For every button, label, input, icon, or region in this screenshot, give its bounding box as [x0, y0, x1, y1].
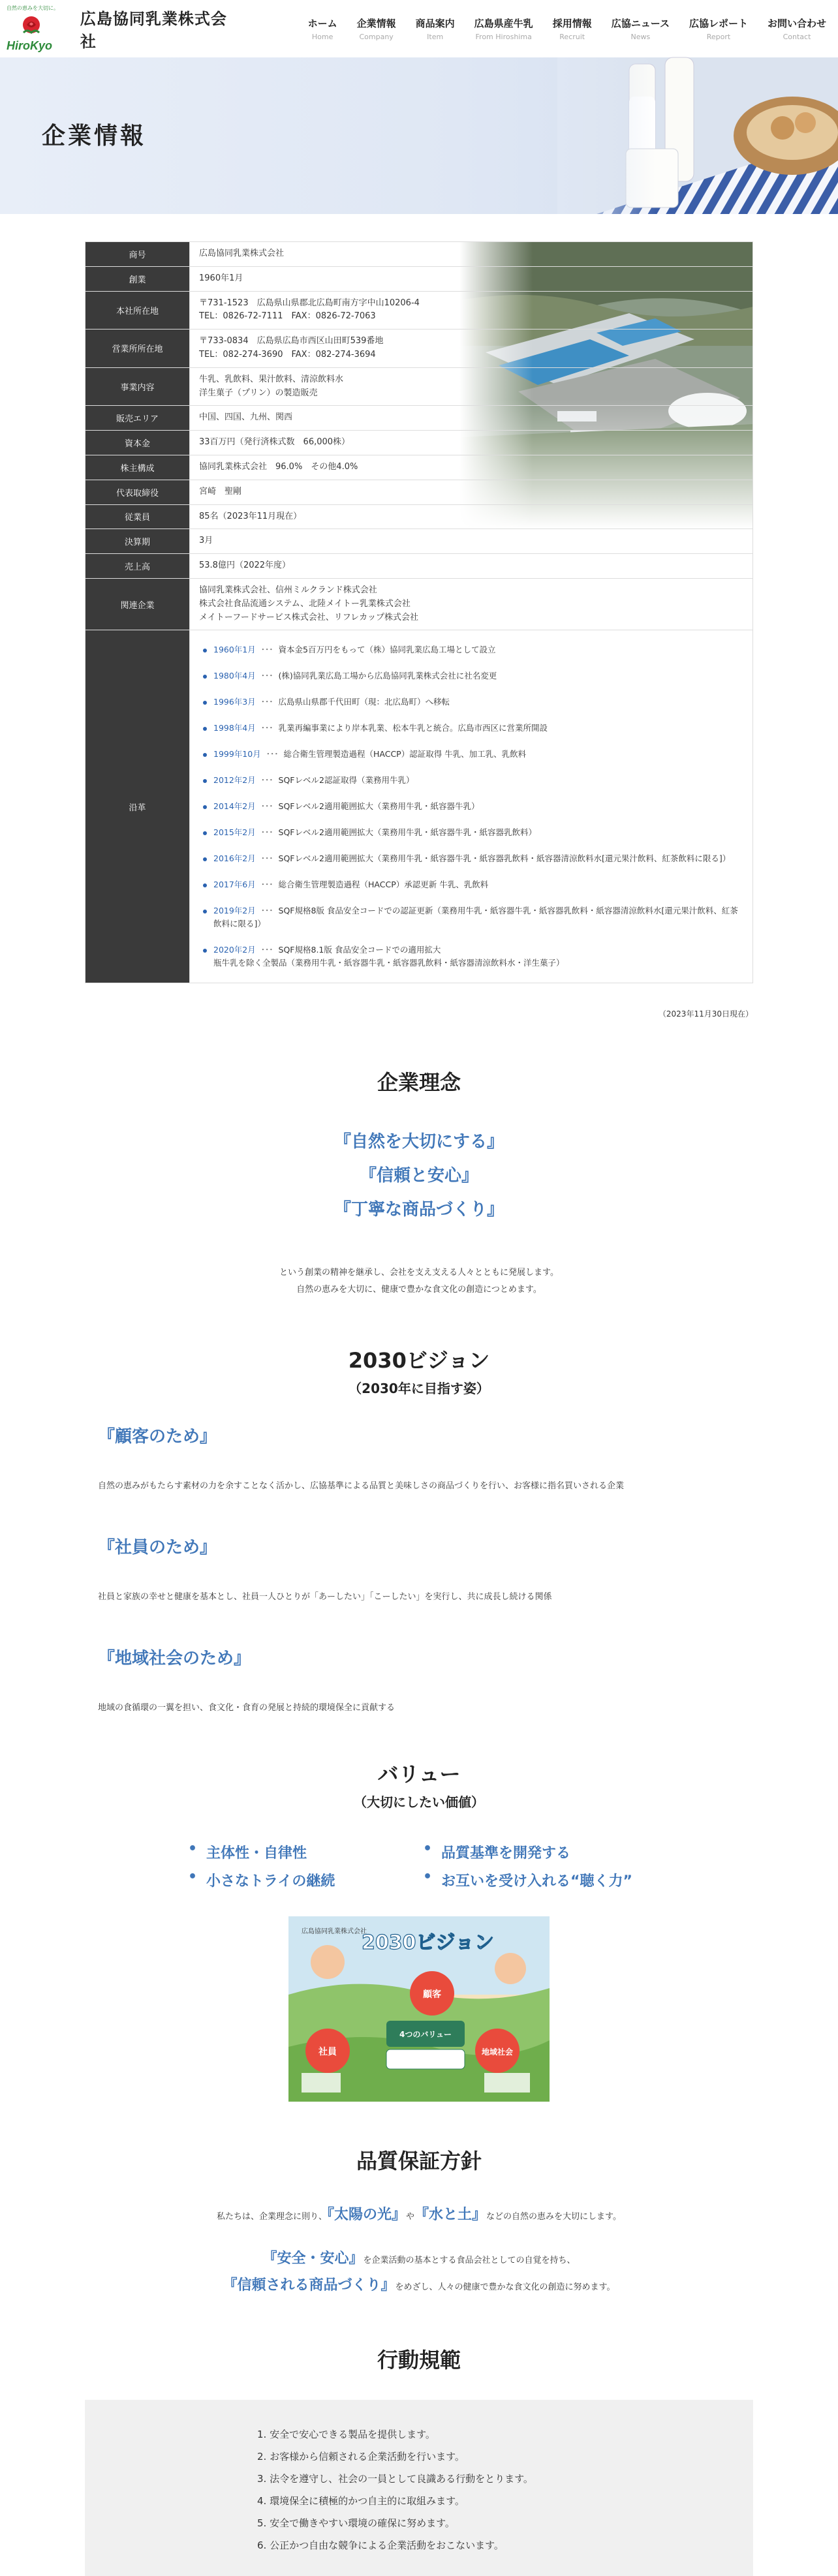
row-value: 協同乳業株式会社 96.0% その他4.0% [190, 455, 753, 480]
history-date[interactable]: 2020年2月 [213, 945, 256, 955]
table-row [85, 406, 753, 431]
table-row [85, 480, 753, 504]
logo-wordmark: HiroKyo [7, 39, 53, 52]
nav-sublabel: Home [311, 33, 334, 41]
table-row [85, 630, 753, 983]
table-row [85, 554, 753, 579]
philosophy-title: 企業理念 [377, 1070, 461, 1096]
philosophy-item: 『丁寧な商品づくり』 [334, 1200, 504, 1220]
company-name: 広島協同乳業株式会社 [80, 10, 227, 51]
table-row [85, 330, 753, 368]
company-info-table [85, 241, 753, 983]
row-label: 関連企業 [85, 578, 190, 630]
history-item [202, 669, 741, 682]
quality-text: や [406, 2212, 415, 2222]
value-item: • お互いを受け入れる“聴く力” [419, 1870, 654, 1890]
page-title: 企業情報 [42, 123, 147, 149]
history-item [202, 943, 741, 970]
table-row [85, 578, 753, 630]
row-label: 販売エリア [85, 406, 190, 431]
quality-line-2 [0, 2247, 838, 2267]
row-label: 営業所所在地 [85, 330, 190, 368]
philosophy-text [0, 1265, 838, 1298]
vision-item [98, 1423, 740, 1495]
row-value: 85名（2023年11月現在） [190, 504, 753, 529]
history-separator: ･･･ [260, 906, 273, 916]
history-separator: ･･･ [260, 671, 273, 681]
row-label: 従業員 [85, 504, 190, 529]
vision-section [0, 1344, 838, 1716]
vision-subtitle: （2030年に目指す姿） [349, 1381, 489, 1397]
vision-heading: 『社員のため』 [98, 1538, 217, 1558]
quality-title: 品質保証方針 [356, 2149, 482, 2174]
value-item: • 小さなトライの継続 [184, 1870, 419, 1890]
history-item [202, 826, 741, 839]
nav-label: 広島県産牛乳 [474, 18, 533, 29]
row-label: 本社所在地 [85, 291, 190, 330]
history-separator: ･･･ [260, 827, 273, 838]
global-nav [308, 16, 826, 41]
history-text: SQFレベル2適用範囲拡大（業務用牛乳・紙容器牛乳） [278, 801, 480, 812]
conduct-title: 行動規範 [377, 2348, 461, 2373]
history-item [202, 643, 741, 656]
quality-em: 『安全・安心』 [262, 2250, 364, 2267]
nav-label: ホーム [307, 18, 337, 29]
row-value: 53.8億円（2022年度） [190, 554, 753, 579]
row-label-history: 沿革 [85, 630, 190, 983]
table-row [85, 431, 753, 455]
history-separator: ･･･ [266, 749, 279, 759]
quality-em: 『太陽の光』 [327, 2207, 407, 2224]
history-separator: ･･･ [260, 775, 273, 786]
history-text: 広島県山県郡千代田町（現：北広島町）へ移転 [278, 697, 450, 707]
philosophy-line: という創業の精神を継承し、会社を支え支える人々とともに発展します。 [279, 1268, 559, 1278]
history-text: SQFレベル2適用範囲拡大（業務用牛乳・紙容器牛乳・紙容器乳飲料・紙容器清涼飲料水[還元果汁飲料、紅茶飲料に限る]） [278, 853, 731, 864]
conduct-item: 1. 安全で安心できる製品を提供します。 [257, 2429, 435, 2441]
conduct-item: 6. 公正かつ自由な競争による企業活動をおこないます。 [257, 2539, 504, 2552]
nav-label: お問い合わせ [767, 18, 826, 29]
history-date[interactable]: 1980年4月 [213, 671, 256, 681]
history-separator: ･･･ [260, 853, 273, 864]
vision-heading: 『顧客のため』 [98, 1427, 217, 1447]
poster-company: 広島協同乳業株式会社 [302, 1928, 367, 1936]
nav-label: 広協ニュース [611, 18, 670, 29]
poster-values: 4つのバリュー [399, 2030, 452, 2040]
history-text: SQF規格8.1版 食品安全コードでの適用拡大 瓶牛乳を除く全製品（業務用牛乳・紙容器牛乳・紙容器乳飲料・紙容器清涼飲料水・洋生菓子） [213, 945, 565, 968]
nav-sublabel: Item [427, 33, 444, 41]
philosophy-item: 『信頼と安心』 [359, 1166, 478, 1186]
row-value: 〒733-0834 広島県広島市西区山田町539番地 TEL：082-274-3690 FAX：082-274-3694 [190, 330, 753, 368]
nav-recruit[interactable] [553, 16, 592, 41]
quality-line-3 [0, 2274, 838, 2294]
history-text: (株)協同乳業広島工場から広島協同乳業株式会社に社名変更 [278, 671, 497, 681]
quality-em: 『信頼される商品づくり』 [223, 2277, 396, 2294]
row-label: 事業内容 [85, 367, 190, 406]
history-separator: ･･･ [260, 801, 273, 812]
row-label: 決算期 [85, 529, 190, 554]
poster-illustration [288, 1916, 550, 2102]
values-section [0, 1758, 838, 2102]
history-date[interactable]: 2016年2月 [213, 853, 256, 864]
nav-from-hiroshima[interactable] [474, 16, 533, 41]
row-label: 資本金 [85, 431, 190, 455]
history-separator: ･･･ [260, 945, 273, 955]
history-date[interactable]: 2019年2月 [213, 906, 256, 916]
history-text: SQFレベル2認証取得（業務用牛乳） [278, 775, 414, 786]
philosophy-item: 『自然を大切にする』 [334, 1132, 504, 1152]
nav-label: 広協レポート [689, 18, 748, 29]
philosophy-items [0, 1125, 838, 1227]
row-value: 33百万円（発行済株式数 66,000株） [190, 431, 753, 455]
history-item [202, 852, 741, 865]
row-value: 〒731-1523 広島県山県郡北広島町南方字中山10206-4 TEL：0826-72-7111 FAX：0826-72-7063 [190, 291, 753, 330]
as-of-date: （2023年11月30日現在） [658, 1009, 753, 1019]
row-value: 牛乳、乳飲料、果汁飲料、清涼飲料水 洋生菓子（プリン）の製造販売 [190, 367, 753, 406]
nav-sublabel: Contact [783, 33, 811, 41]
vision-text: 自然の恵みがもたらす素材の力を余すことなく活かし、広協基準による品質と美味しさの商品づくりを行い、お客様に指名買いされる企業 [98, 1481, 625, 1492]
row-label: 売上高 [85, 554, 190, 579]
table-row [85, 266, 753, 291]
nav-report[interactable] [689, 16, 748, 41]
poster-employee: 社員 [318, 2047, 337, 2058]
table-row [85, 529, 753, 554]
history-separator: ･･･ [260, 697, 273, 707]
nav-label: 商品案内 [415, 18, 455, 29]
conduct-section [0, 2344, 838, 2576]
row-label: 創業 [85, 266, 190, 291]
history-date[interactable]: 2015年2月 [213, 827, 256, 838]
quality-line-1 [0, 2203, 838, 2224]
history-item [202, 904, 741, 930]
history-date[interactable]: 1999年10月 [213, 749, 261, 759]
row-value: 中国、四国、九州、関西 [190, 406, 753, 431]
milk-bottles-image [557, 57, 838, 214]
poster-customer: 顧客 [423, 1989, 441, 2001]
history-item [202, 696, 741, 709]
table-row [85, 291, 753, 330]
row-value: 3月 [190, 529, 753, 554]
nav-sublabel: From Hiroshima [475, 33, 532, 41]
history-text: 乳業再編事業により岸本乳業、松本牛乳と統合。広島市西区に営業所開設 [278, 723, 548, 733]
value-item: • 主体性・自律性 [184, 1842, 419, 1862]
history-separator: ･･･ [260, 723, 273, 733]
nav-label: 採用情報 [552, 18, 592, 29]
quality-text: などの自然の恵みを大切にします。 [486, 2212, 622, 2222]
row-label: 株主構成 [85, 455, 190, 480]
nav-contact[interactable] [768, 16, 826, 41]
quality-text: をめざし、人々の健康で豊かな食文化の創造に努めます。 [395, 2282, 615, 2293]
quality-text: 私たちは、企業理念に則り、 [216, 2212, 327, 2222]
poster-community: 地域社会 [481, 2047, 514, 2057]
company-info-section [85, 241, 753, 983]
history-item [202, 722, 741, 735]
table-row [85, 455, 753, 480]
vision-text: 社員と家族の幸せと健康を基本とし、社員一人ひとりが「あーしたい」「こーしたい」を実行し、共に成長し続ける関係 [98, 1592, 552, 1602]
history-item [202, 748, 741, 761]
history-text: 総合衛生管理製造過程（HACCP）認証取得 牛乳、加工乳、乳飲料 [283, 749, 527, 759]
quality-text: を企業活動の基本とする食品会社としての自覚を持ち、 [363, 2256, 576, 2266]
row-label: 代表取締役 [85, 480, 190, 504]
history-date[interactable]: 2014年2月 [213, 801, 256, 812]
history-text: SQF規格8版 食品安全コードでの認証更新（業務用牛乳・紙容器牛乳・紙容器乳飲料・紙容器清涼飲料水[還元果汁飲料、紅茶飲料に限る]） [213, 906, 738, 929]
hero-banner [0, 57, 838, 214]
history-text: SQFレベル2適用範囲拡大（業務用牛乳・紙容器牛乳・紙容器乳飲料） [278, 827, 536, 838]
history-separator: ･･･ [260, 645, 273, 655]
history-text: 総合衛生管理製造過程（HACCP）承認更新 牛乳、乳飲料 [278, 880, 489, 890]
philosophy-line: 自然の恵みを大切に、健康で豊かな食文化の創造につとめます。 [296, 1285, 542, 1295]
history-text: 資本金5百万円をもって（株）協同乳業広島工場として設立 [278, 645, 496, 655]
history-item [202, 774, 741, 787]
quality-em: 『水と土』 [414, 2207, 487, 2224]
poster-title: 2030ビジョン [362, 1931, 494, 1955]
history-date[interactable]: 2017年6月 [213, 880, 256, 890]
history-item [202, 800, 741, 813]
quality-section [0, 2145, 838, 2294]
site-logo[interactable] [7, 5, 241, 53]
logo-mark [7, 5, 71, 53]
value-item: • 品質基準を開発する [419, 1842, 654, 1862]
nav-company[interactable] [357, 16, 396, 41]
nav-sublabel: Recruit [559, 33, 585, 41]
values-subtitle: （大切にしたい価値） [354, 1794, 484, 1811]
rose-logo-icon [18, 13, 44, 39]
vision-item [98, 1534, 740, 1606]
row-value: 協同乳業株式会社、信州ミルクランド株式会社 株式会社食品流通システム、北陸メイトー乳業株式会社 メイトーフードサービス株式会社、リフレカップ株式会社 [190, 578, 753, 630]
values-list [184, 1842, 654, 1890]
vision-poster-image[interactable] [288, 1916, 550, 2102]
nav-news[interactable] [612, 16, 670, 41]
history-date[interactable]: 2012年2月 [213, 775, 256, 786]
conduct-item: 5. 安全で働きやすい環境の確保に努めます。 [257, 2517, 455, 2530]
history-date[interactable]: 1998年4月 [213, 723, 256, 733]
conduct-list [85, 2400, 753, 2576]
logo-tagline: 自然の恵みを大切に。 [7, 5, 59, 11]
vision-text: 地域の食循環の一翼を担い、食文化・食育の発展と持続的環境保全に貢献する [98, 1702, 396, 1713]
vision-heading: 『地域社会のため』 [98, 1648, 251, 1668]
row-value: 宮崎 聖剛 [190, 480, 753, 504]
history-cell [190, 630, 753, 983]
nav-sublabel: News [630, 33, 651, 41]
conduct-item: 4. 環境保全に積極的かつ自主的に取組みます。 [257, 2495, 465, 2507]
history-date[interactable]: 1996年3月 [213, 697, 256, 707]
row-value: 広島協同乳業株式会社 [190, 242, 753, 267]
history-list [199, 636, 743, 977]
vision-item [98, 1645, 740, 1717]
nav-label: 企業情報 [356, 18, 396, 29]
table-row [85, 504, 753, 529]
history-item [202, 878, 741, 891]
row-value: 1960年1月 [190, 266, 753, 291]
conduct-item: 2. お客様から信頼される企業活動を行います。 [257, 2451, 465, 2463]
vision-title: 2030ビジョン [348, 1348, 490, 1373]
conduct-item: 3. 法令を遵守し、社会の一員として良識ある行動をとります。 [257, 2473, 533, 2485]
row-label: 商号 [85, 242, 190, 267]
table-row [85, 367, 753, 406]
nav-sublabel: Report [706, 33, 731, 41]
site-header [0, 0, 838, 57]
table-row [85, 242, 753, 267]
history-separator: ･･･ [260, 880, 273, 890]
nav-home[interactable] [308, 16, 337, 41]
history-date[interactable]: 1960年1月 [213, 645, 256, 655]
nav-sublabel: Company [359, 33, 394, 41]
philosophy-section [0, 1066, 838, 1298]
nav-item[interactable] [416, 16, 455, 41]
values-title: バリュー [377, 1762, 461, 1787]
